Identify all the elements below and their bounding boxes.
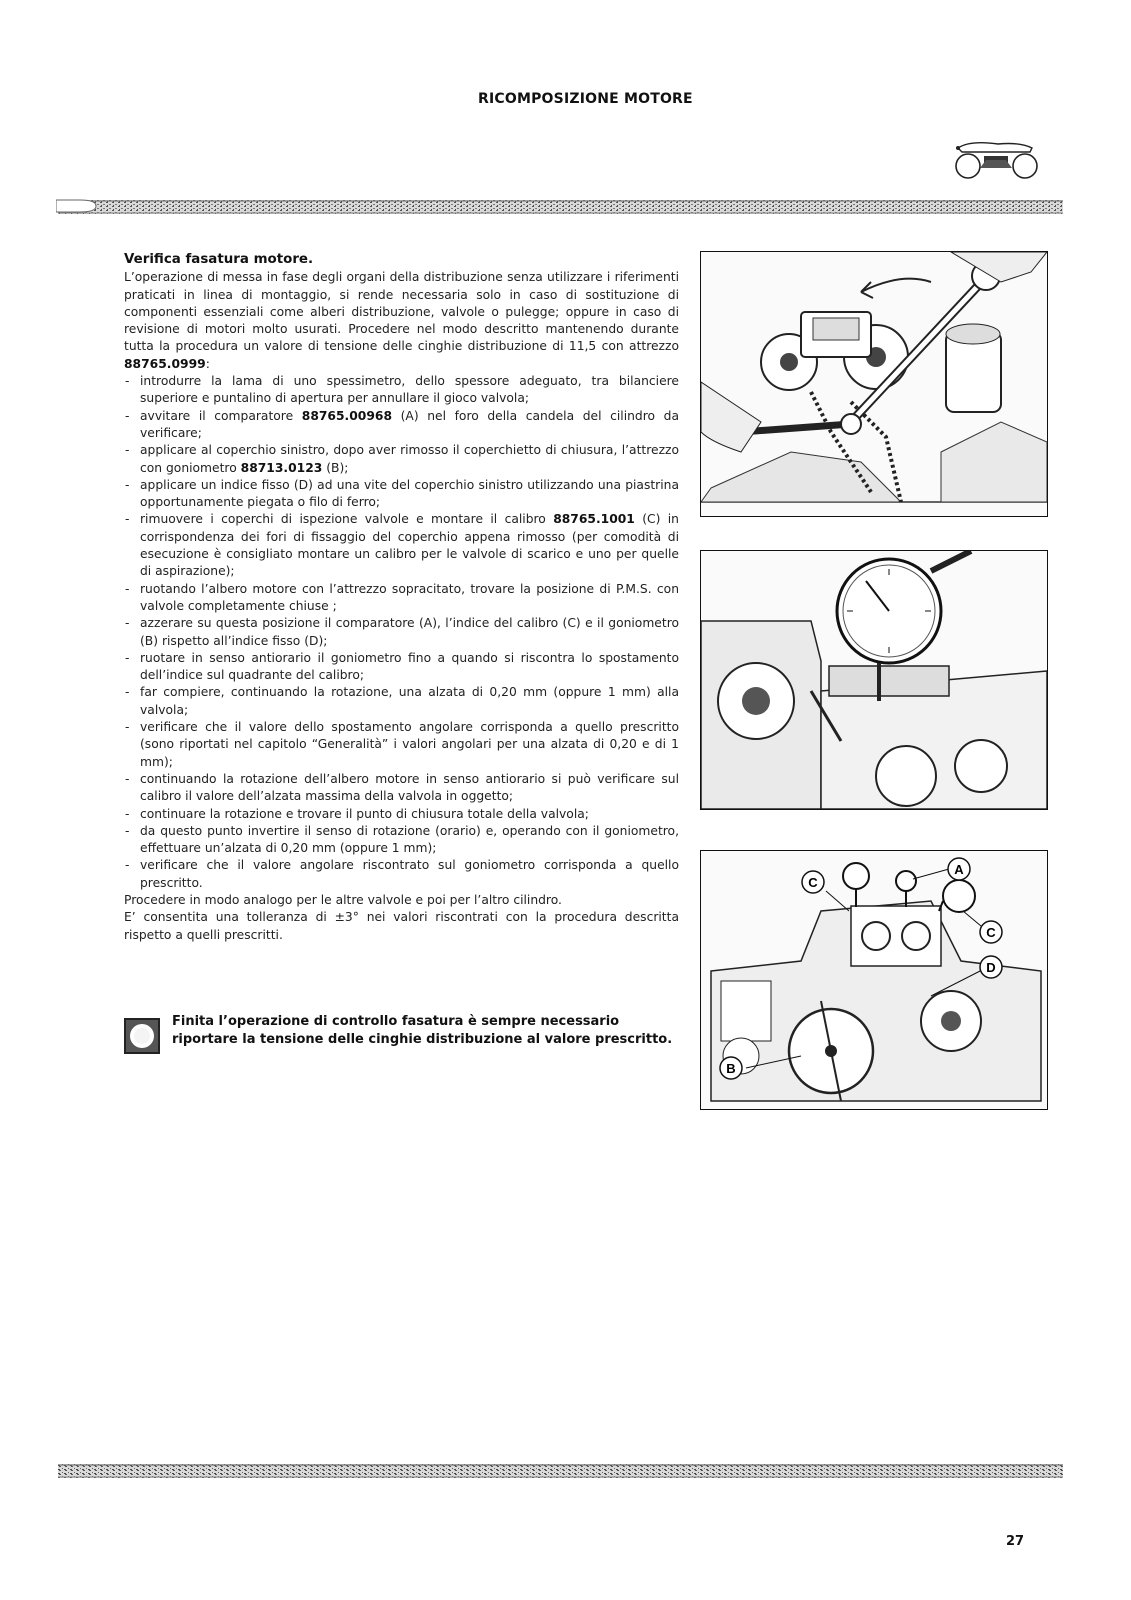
svg-text:B: B (726, 1061, 736, 1076)
list-item: - rimuovere i coperchi di ispezione valvole e montare il calibro 88765.1001 (C) in corrispondenza dei fori di fissaggio del coperchio appena rimosso (per comodità di esecuzione è consigliato montare un calibro per le valvole di scarico e uno per quelle di aspirazione); (124, 511, 679, 580)
motorcycle-icon (950, 138, 1045, 182)
figure-engine-tools (700, 850, 1048, 1110)
tool-code: 88765.1001 (553, 512, 635, 527)
tool-code: 88765.0999 (124, 356, 206, 371)
callout-b (720, 1057, 742, 1079)
intro-paragraph (124, 269, 679, 373)
footer-divider-band (58, 1462, 1063, 1480)
tolerance-paragraph: E’ consentita una tolleranza di ±3° nei valori riscontrati con la procedura descritta rispetto a quelli prescritti. (124, 910, 679, 942)
section-title: Verifica fasatura motore. (124, 252, 314, 267)
figure-dial-gauge (700, 550, 1048, 810)
list-item: - continuando la rotazione dell’albero motore in senso antiorario si può verificare sul calibro il valore dell’alzata massima della valvola in oggetto; (124, 771, 679, 806)
svg-text:D: D (986, 960, 996, 975)
warning-text: Finita l’operazione di controllo fasatura è sempre necessario riportare la tensione delle cinghie distribuzione al valore prescritto. (172, 1014, 673, 1047)
procedure-text (124, 251, 679, 944)
callout-c-right (980, 921, 1002, 943)
intro-text: L’operazione di messa in fase degli organi della distribuzione senza utilizzare i riferimenti praticati in linea di montaggio, si rende necessaria solo in caso di sostituzione di componenti essenziali come alberi distribuzione, valvole o pulegge; oppure in caso di revisione di motori molto usurati. Procedere nel modo descritto mantenendo durante tutta la procedura un valore di tensione delle cinghie distribuzione di 11,5 con attrezzo (124, 270, 679, 354)
callout-d (980, 956, 1002, 978)
tool-code: 88765.00968 (301, 408, 392, 423)
list-item: - ruotando l’albero motore con l’attrezzo sopracitato, trovare la posizione di P.M.S. con valvole completamente chiuse ; (124, 581, 679, 616)
list-item: - da questo punto invertire il senso di rotazione (orario) e, operando con il goniometro, effettuare un’alzata di 0,20 mm (oppure 1 mm); (124, 823, 679, 858)
list-item: - ruotare in senso antiorario il goniometro fino a quando si riscontra lo spostamento dell’indice sul quadrante del calibro; (124, 650, 679, 685)
svg-text:A: A (954, 862, 964, 877)
tool-code: 88713.0123 (240, 460, 323, 475)
list-item: - far compiere, continuando la rotazione, una alzata di 0,20 mm (oppure 1 mm) alla valvola; (124, 684, 679, 719)
callout-c-left (802, 871, 824, 893)
list-item: - applicare un indice fisso (D) ad una vite del coperchio sinistro utilizzando una piastrina opportunamente piegata o filo di ferro; (124, 477, 679, 512)
warning-note (124, 1013, 679, 1049)
page-number: 27 (1006, 1534, 1025, 1549)
list-item: - avvitare il comparatore 88765.00968 (A) nel foro della candela del cilindro da verificare; (124, 408, 679, 443)
list-item: - verificare che il valore angolare riscontrato sul goniometro corrisponda a quello prescritto. (124, 857, 679, 892)
figure-belt-tension (700, 251, 1048, 517)
list-item: - continuare la rotazione e trovare il punto di chiusura totale della valvola; (124, 806, 679, 823)
callout-a (948, 858, 970, 880)
list-item: - azzerare su questa posizione il comparatore (A), l’indice del calibro (C) e il goniometro (B) rispetto all’indice fisso (D); (124, 615, 679, 650)
header-band-cap (56, 198, 98, 214)
steps-list (124, 373, 679, 892)
list-item: - verificare che il valore dello spostamento angolare corrisponda a quello prescritto (sono riportati nel capitolo “Generalità” i valori angolari per una alzata di 0,20 e di 1 mm); (124, 719, 679, 771)
intro-end: : (205, 356, 210, 371)
warning-stop-icon (124, 1018, 160, 1054)
list-item: - introdurre la lama di uno spessimetro, dello spessore adeguato, tra bilanciere superiore e puntalino di apertura per annullare il gioco valvola; (124, 373, 679, 408)
list-item: - applicare al coperchio sinistro, dopo aver rimosso il coperchietto di chiusura, l’attrezzo con goniometro 88713.0123 (B); (124, 442, 679, 477)
svg-text:C: C (808, 875, 818, 890)
closing-paragraph: Procedere in modo analogo per le altre valvole e poi per l’altro cilindro. (124, 892, 562, 907)
svg-text:C: C (986, 925, 996, 940)
page-title: RICOMPOSIZIONE MOTORE (478, 91, 693, 107)
header-divider-band (58, 198, 1063, 216)
